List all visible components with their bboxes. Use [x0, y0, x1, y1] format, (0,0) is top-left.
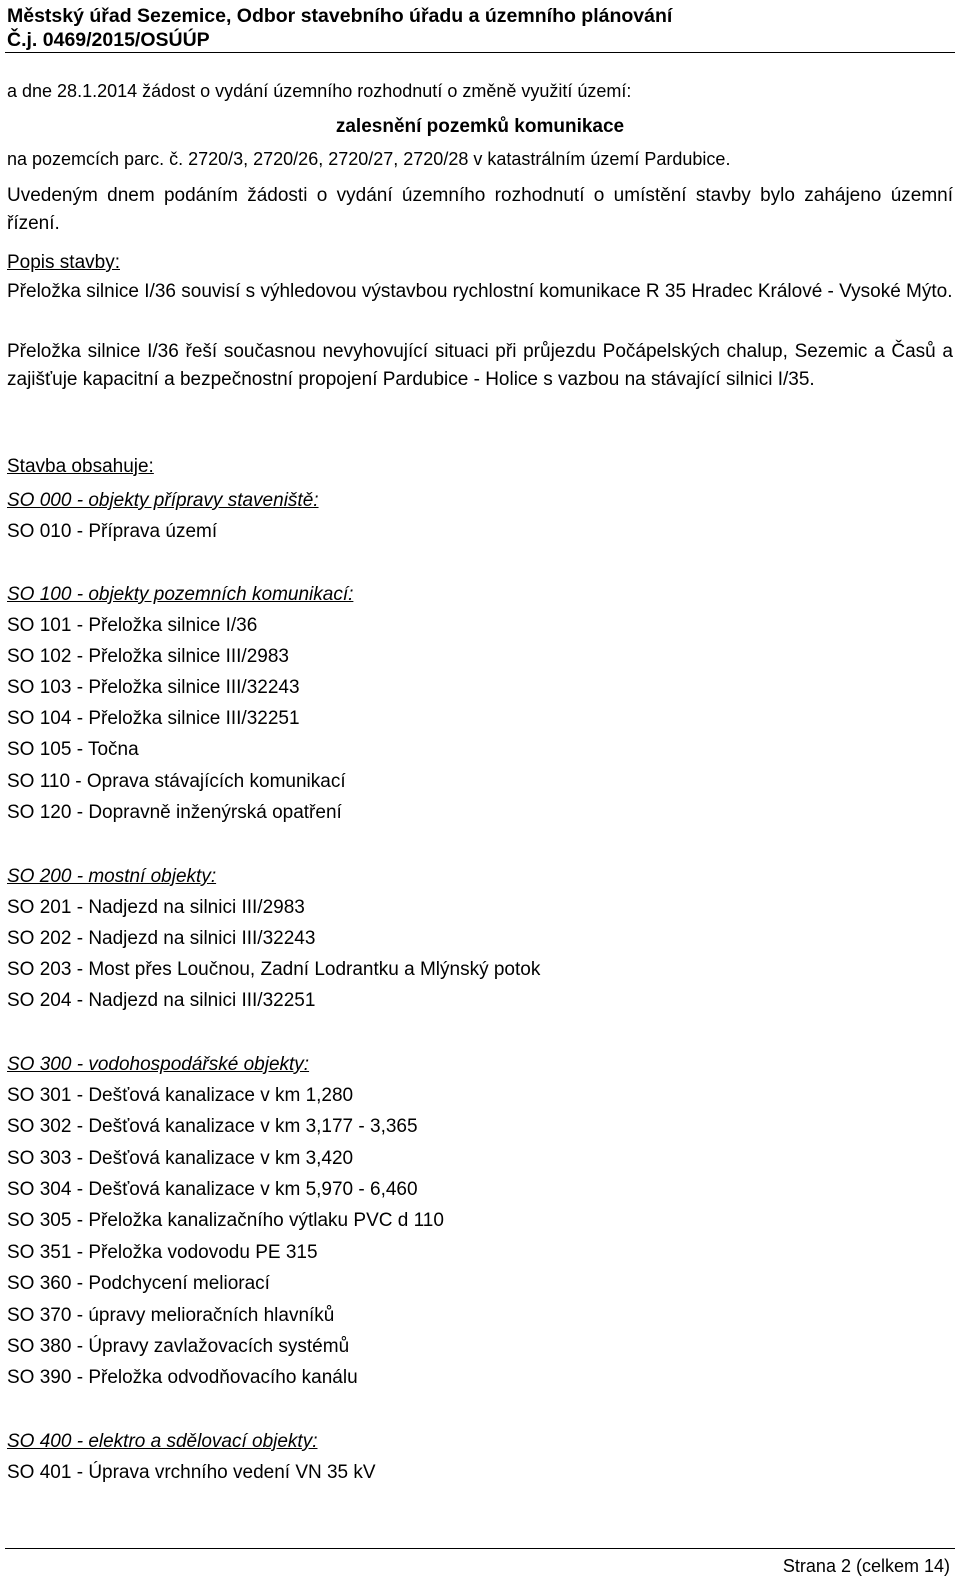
header-divider	[5, 52, 955, 53]
project-title: zalesnění pozemků komunikace	[335, 116, 625, 137]
group-heading-100: SO 100 - objekty pozemních komunikací:	[7, 584, 354, 605]
list-item: SO 390 - Přeložka odvodňovacího kanálu	[7, 1367, 358, 1388]
list-item: SO 304 - Dešťová kanalizace v km 5,970 - 6,460	[7, 1179, 418, 1200]
list-item: SO 380 - Úpravy zavlažovacích systémů	[7, 1336, 350, 1357]
paragraph-zahajeni: Uvedeným dnem podáním žádosti o vydání územního rozhodnutí o umístění stavby bylo zahájeno územní řízení.	[7, 185, 953, 234]
list-item: SO 102 - Přeložka silnice III/2983	[7, 646, 289, 667]
group-heading-000: SO 000 - objekty přípravy staveniště:	[7, 490, 319, 511]
list-item: SO 401 - Úprava vrchního vedení VN 35 kV	[7, 1462, 376, 1483]
list-item: SO 104 - Přeložka silnice III/32251	[7, 708, 300, 729]
page-number: Strana 2 (celkem 14)	[782, 1556, 950, 1576]
list-item: SO 204 - Nadjezd na silnici III/32251	[7, 990, 316, 1011]
header-reference: Č.j. 0469/2015/OSÚÚP	[7, 29, 210, 51]
list-item: SO 010 - Příprava území	[7, 521, 218, 542]
list-item: SO 351 - Přeložka vodovodu PE 315	[7, 1242, 318, 1263]
label-stavba-obsahuje: Stavba obsahuje:	[7, 456, 154, 477]
list-item: SO 303 - Dešťová kanalizace v km 3,420	[7, 1148, 354, 1169]
group-heading-300: SO 300 - vodohospodářské objekty:	[7, 1054, 310, 1075]
list-item: SO 203 - Most přes Loučnou, Zadní Lodrantku a Mlýnský potok	[7, 959, 541, 980]
footer-divider	[5, 1548, 955, 1549]
list-item: SO 103 - Přeložka silnice III/32243	[7, 677, 300, 698]
list-item: SO 360 - Podchycení meliorací	[7, 1273, 270, 1294]
list-item: SO 305 - Přeložka kanalizačního výtlaku PVC d 110	[7, 1210, 444, 1231]
group-heading-200: SO 200 - mostní objekty:	[7, 866, 217, 887]
list-item: SO 301 - Dešťová kanalizace v km 1,280	[7, 1085, 354, 1106]
list-item: SO 101 - Přeložka silnice I/36	[7, 615, 258, 636]
paragraph-popis-2: Přeložka silnice I/36 řeší současnou nevyhovující situaci při průjezdu Počápelských chalup, Sezemic a Časů a zajišťuje kapacitní a bezpečnostní propojení Pardubice - Holice s vazbou na stávající silnici I/35.	[7, 341, 953, 390]
group-heading-400: SO 400 - elektro a sdělovací objekty:	[7, 1431, 318, 1452]
header-office: Městský úřad Sezemice, Odbor stavebního úřadu a územního plánování	[7, 5, 673, 27]
paragraph-popis-1: Přeložka silnice I/36 souvisí s výhledovou výstavbou rychlostní komunikace R 35 Hradec Králové - Vysoké Mýto.	[7, 281, 953, 302]
list-item: SO 105 - Točna	[7, 739, 139, 760]
list-item: SO 202 - Nadjezd na silnici III/32243	[7, 928, 316, 949]
list-item: SO 110 - Oprava stávajících komunikací	[7, 771, 346, 792]
label-popis-stavby: Popis stavby:	[7, 252, 120, 273]
list-item: SO 370 - úpravy melioračních hlavníků	[7, 1305, 335, 1326]
intro-line: a dne 28.1.2014 žádost o vydání územního rozhodnutí o změně využití území:	[7, 81, 632, 101]
parcels-line: na pozemcích parc. č. 2720/3, 2720/26, 2720/27, 2720/28 v katastrálním území Pardubice.	[7, 149, 731, 169]
list-item: SO 120 - Dopravně inženýrská opatření	[7, 802, 342, 823]
list-item: SO 201 - Nadjezd na silnici III/2983	[7, 897, 305, 918]
list-item: SO 302 - Dešťová kanalizace v km 3,177 - 3,365	[7, 1116, 418, 1137]
